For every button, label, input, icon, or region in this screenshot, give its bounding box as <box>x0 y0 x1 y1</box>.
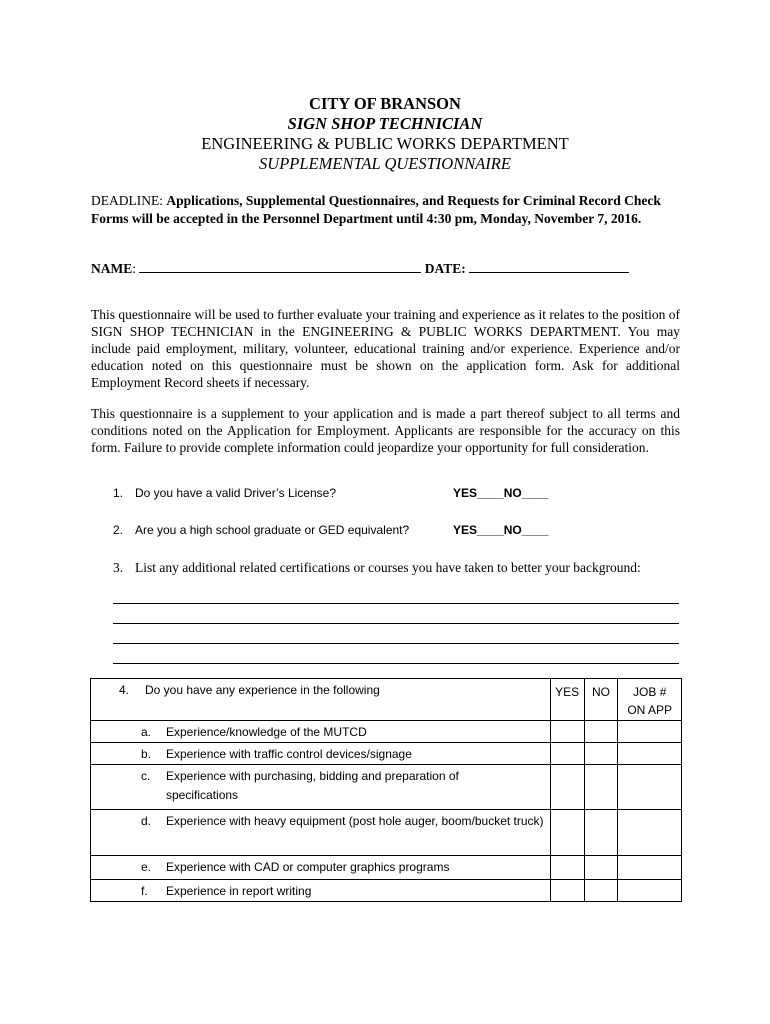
no-checkbox-cell[interactable] <box>584 765 618 810</box>
question-text: Are you a high school graduate or GED equivalent? <box>135 523 410 537</box>
job-number-cell[interactable] <box>618 743 682 765</box>
deadline-text: Applications, Supplemental Questionnaires, and Requests for Criminal Record Check Forms will be accepted in the Personnel Department until 4:30 pm, Monday, November 7, 2016. <box>91 193 661 226</box>
yes-checkbox-cell[interactable] <box>550 765 584 810</box>
experience-table <box>90 678 682 902</box>
item-cell <box>91 880 551 902</box>
item-cell <box>91 765 551 810</box>
column-header-no: NO <box>584 679 618 721</box>
name-colon: : <box>132 261 137 276</box>
question-4-cell <box>91 679 551 721</box>
item-cell <box>91 810 551 856</box>
date-label: DATE: <box>424 261 466 276</box>
item-cell <box>91 856 551 880</box>
answer-line-3[interactable] <box>113 643 679 644</box>
question-2 <box>113 523 409 537</box>
column-header-job-line-1: JOB # <box>633 685 667 699</box>
question-number: 2. <box>113 523 124 537</box>
job-number-cell[interactable] <box>618 856 682 880</box>
intro-paragraph: This questionnaire will be used to further evaluate your training and experience as it relates to the position of SIGN SHOP TECHNICIAN in the ENGINEERING & PUBLIC WORKS DEPARTMENT. You may include paid employment, military, volunteer, educational training and/or experience. Experience and/or education noted on this questionnaire must be shown on the application form. Ask for additional Employment Record sheets if necessary. <box>91 307 680 390</box>
question-2-answer[interactable]: YES____NO____ <box>453 523 549 537</box>
yes-checkbox-cell[interactable] <box>550 856 584 880</box>
position-title: SIGN SHOP TECHNICIAN <box>287 114 483 133</box>
item-letter: f. <box>141 884 148 898</box>
answer-line-1[interactable] <box>113 603 679 604</box>
question-number: 1. <box>113 486 124 500</box>
org-title: CITY OF BRANSON <box>309 94 461 113</box>
question-3 <box>113 560 641 576</box>
job-number-cell[interactable] <box>618 721 682 743</box>
job-number-cell[interactable] <box>618 810 682 856</box>
job-number-cell[interactable] <box>618 880 682 902</box>
item-letter: b. <box>141 747 152 761</box>
no-checkbox-cell[interactable] <box>584 743 618 765</box>
table-row <box>91 765 682 810</box>
answer-line-4[interactable] <box>113 663 679 664</box>
table-row <box>91 743 682 765</box>
name-date-row <box>91 259 629 277</box>
item-letter: d. <box>141 814 152 828</box>
table-row <box>91 856 682 880</box>
yes-checkbox-cell[interactable] <box>550 721 584 743</box>
no-checkbox-cell[interactable] <box>584 880 618 902</box>
question-text: List any additional related certifications or courses you have taken to better your background: <box>135 560 641 575</box>
no-checkbox-cell[interactable] <box>584 721 618 743</box>
question-1 <box>113 486 336 500</box>
table-row <box>91 721 682 743</box>
yes-checkbox-cell[interactable] <box>550 810 584 856</box>
item-cell <box>91 721 551 743</box>
table-header-row <box>91 679 682 721</box>
column-header-yes: YES <box>550 679 584 721</box>
no-checkbox-cell[interactable] <box>584 810 618 856</box>
item-text: Experience in report writing <box>166 884 312 898</box>
item-text: Experience with CAD or computer graphics programs <box>166 860 450 874</box>
question-1-answer[interactable]: YES____NO____ <box>453 486 549 500</box>
question-number: 4. <box>119 683 130 697</box>
question-text: Do you have a valid Driver’s License? <box>135 486 336 500</box>
department-title: ENGINEERING & PUBLIC WORKS DEPARTMENT <box>201 134 569 153</box>
item-text: Experience with purchasing, bidding and preparation of specifications <box>166 769 459 802</box>
item-letter: a. <box>141 725 152 739</box>
job-number-cell[interactable] <box>618 765 682 810</box>
yes-checkbox-cell[interactable] <box>550 880 584 902</box>
item-text: Experience with heavy equipment (post hole auger, boom/bucket truck) <box>166 814 544 828</box>
document-header <box>0 94 770 174</box>
supplement-paragraph: This questionnaire is a supplement to your application and is made a part thereof subject to all terms and conditions noted on the Application for Employment. Applicants are responsible for the accuracy on this form. Failure to provide complete information could jeopardize your opportunity for full consideration. <box>91 406 680 455</box>
no-checkbox-cell[interactable] <box>584 856 618 880</box>
deadline-notice <box>91 192 691 228</box>
question-number: 3. <box>113 560 124 575</box>
item-letter: e. <box>141 860 152 874</box>
item-letter: c. <box>141 769 151 783</box>
deadline-label: DEADLINE: <box>91 193 163 208</box>
column-header-job-line-2: ON APP <box>627 703 673 717</box>
column-header-job <box>618 679 682 721</box>
question-text: Do you have any experience in the following <box>145 683 380 697</box>
item-cell <box>91 743 551 765</box>
item-text: Experience with traffic control devices/signage <box>166 747 412 761</box>
yes-checkbox-cell[interactable] <box>550 743 584 765</box>
document-type: SUPPLEMENTAL QUESTIONNAIRE <box>259 154 511 173</box>
item-text: Experience/knowledge of the MUTCD <box>166 725 367 739</box>
answer-line-2[interactable] <box>113 623 679 624</box>
table-row <box>91 880 682 902</box>
date-field[interactable] <box>469 259 629 273</box>
name-field[interactable] <box>139 259 421 273</box>
name-label: NAME <box>91 261 133 276</box>
table-row <box>91 810 682 856</box>
